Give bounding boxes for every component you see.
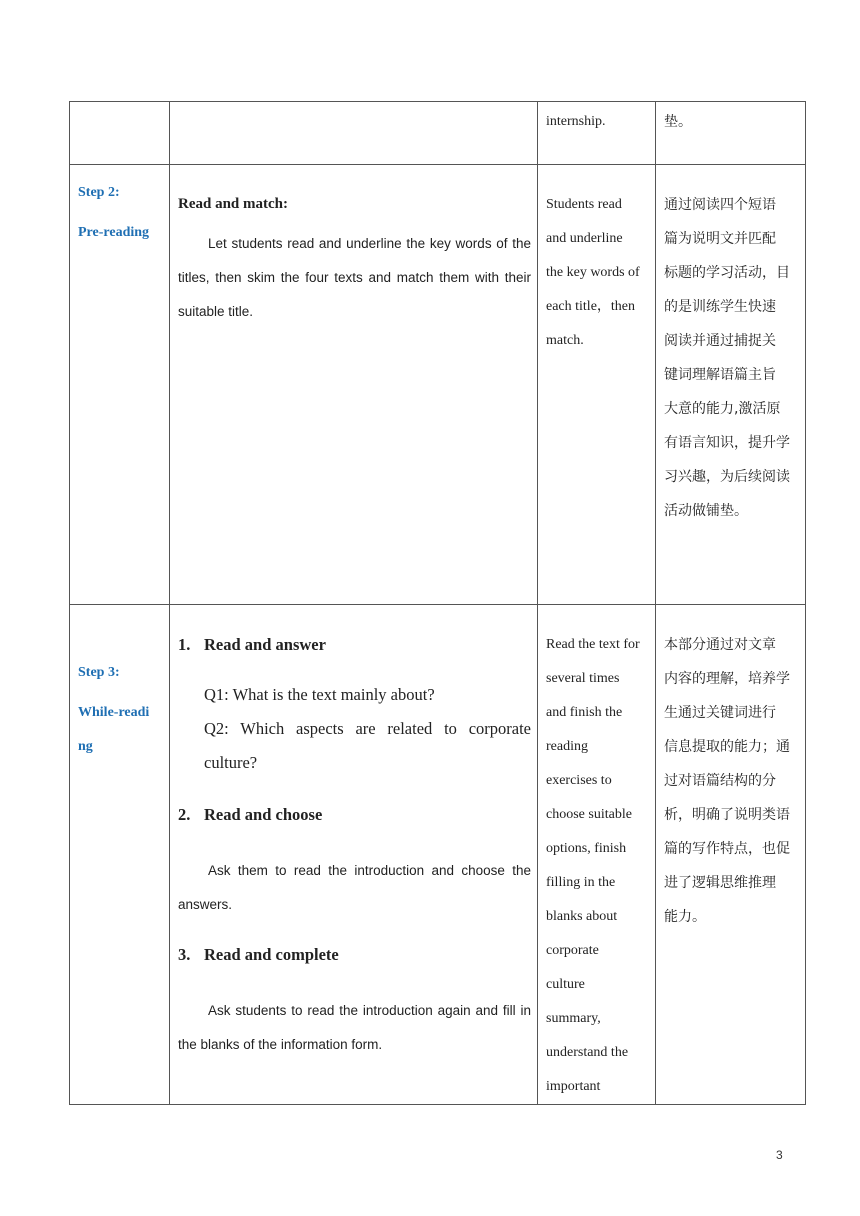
table-row	[70, 165, 806, 605]
activity-heading	[178, 800, 531, 830]
text-line: 有语言知识，提升学	[664, 435, 790, 451]
text-line: several times	[546, 671, 620, 686]
text-line: 阅读并通过捕捉关	[664, 333, 776, 349]
text-line: 篇的写作特点，也促	[664, 841, 790, 857]
item-number: 1.	[178, 635, 191, 654]
text-line: blanks about	[546, 909, 618, 924]
activity-title: Read and match:	[178, 196, 289, 212]
item-number: 3.	[178, 945, 191, 964]
text-line: options, finish	[546, 841, 627, 856]
step-name: Pre-reading	[78, 225, 150, 240]
text-line: Read the text for	[546, 637, 640, 652]
text-line: 内容的理解，培养学	[664, 671, 790, 687]
text-line: 信息提取的能力；通	[664, 739, 790, 755]
activity-heading	[178, 630, 531, 660]
text-line: 进了逻辑思维推理	[664, 875, 776, 891]
students-cell	[538, 102, 656, 165]
activity-heading	[178, 940, 531, 970]
students-cell	[538, 165, 656, 605]
item-number: 2.	[178, 805, 191, 824]
step-label: Step 2:	[78, 185, 120, 200]
text-line: match.	[546, 333, 584, 348]
step-cell	[70, 605, 170, 1105]
text-line: 键词理解语篇主旨	[664, 367, 776, 383]
activity-cell	[170, 102, 538, 165]
step-cell	[70, 165, 170, 605]
intent-cell	[656, 102, 806, 165]
item-title: Read and answer	[204, 635, 326, 654]
text-line: the key words of	[546, 265, 640, 280]
text-line: 的是训练学生快速	[664, 299, 776, 315]
text-line: culture	[546, 977, 585, 992]
step-name: While-readi	[78, 705, 150, 720]
text-line: understand the	[546, 1045, 629, 1060]
step-label: Step 3:	[78, 665, 120, 680]
intent-text	[656, 165, 805, 528]
students-text: internship.	[546, 114, 606, 129]
activity-cell	[170, 605, 538, 1105]
activity-cell	[170, 165, 538, 605]
text-line: 能力。	[664, 909, 706, 925]
text-line: 标题的学习活动，目	[664, 265, 790, 281]
table-row	[70, 605, 806, 1105]
text-line: 通过阅读四个短语	[664, 197, 776, 213]
text-line: and finish the	[546, 705, 623, 720]
text-line: exercises to	[546, 773, 612, 788]
text-line: corporate	[546, 943, 599, 958]
text-line: choose suitable	[546, 807, 632, 822]
question-2: Q2: Which aspects are related to corporate culture?	[204, 719, 531, 772]
text-line: 析，明确了说明类语	[664, 807, 790, 823]
page-number: 3	[776, 1148, 783, 1162]
students-cell	[538, 605, 656, 1105]
students-text	[538, 605, 655, 1104]
intent-cell	[656, 605, 806, 1105]
text-line: Students read	[546, 197, 622, 212]
text-line: each title，then	[546, 299, 636, 314]
intent-cell	[656, 165, 806, 605]
students-text	[538, 165, 655, 358]
text-line: filling in the	[546, 875, 616, 890]
table-row	[70, 102, 806, 165]
activity-body: Let students read and underline the key words of the titles, then skim the four texts and match them with their suitable title.	[178, 236, 531, 319]
activity-body: Ask students to read the introduction again and fill in the blanks of the information form.	[178, 1003, 531, 1052]
text-line: 本部分通过对文章	[664, 637, 776, 653]
step-cell	[70, 102, 170, 165]
item-title: Read and choose	[204, 805, 323, 824]
item-title: Read and complete	[204, 945, 339, 964]
text-line: 大意的能力,激活原	[664, 401, 781, 417]
lesson-plan-table	[69, 101, 806, 1105]
intent-text	[656, 605, 805, 934]
step-name-continued: ng	[78, 739, 93, 754]
text-line: summary,	[546, 1011, 601, 1026]
text-line: 生通过关键词进行	[664, 705, 776, 721]
text-line: important	[546, 1079, 601, 1094]
text-line: 活动做铺垫。	[664, 503, 748, 519]
activity-body: Ask them to read the introduction and choose the answers.	[178, 863, 531, 912]
intent-text: 垫。	[664, 114, 692, 130]
text-line: and underline	[546, 231, 623, 246]
question-1: Q1: What is the text mainly about?	[204, 685, 435, 704]
text-line: 篇为说明文并匹配	[664, 231, 776, 247]
text-line: reading	[546, 739, 588, 754]
text-line: 过对语篇结构的分	[664, 773, 776, 789]
text-line: 习兴趣，为后续阅读	[664, 469, 790, 485]
